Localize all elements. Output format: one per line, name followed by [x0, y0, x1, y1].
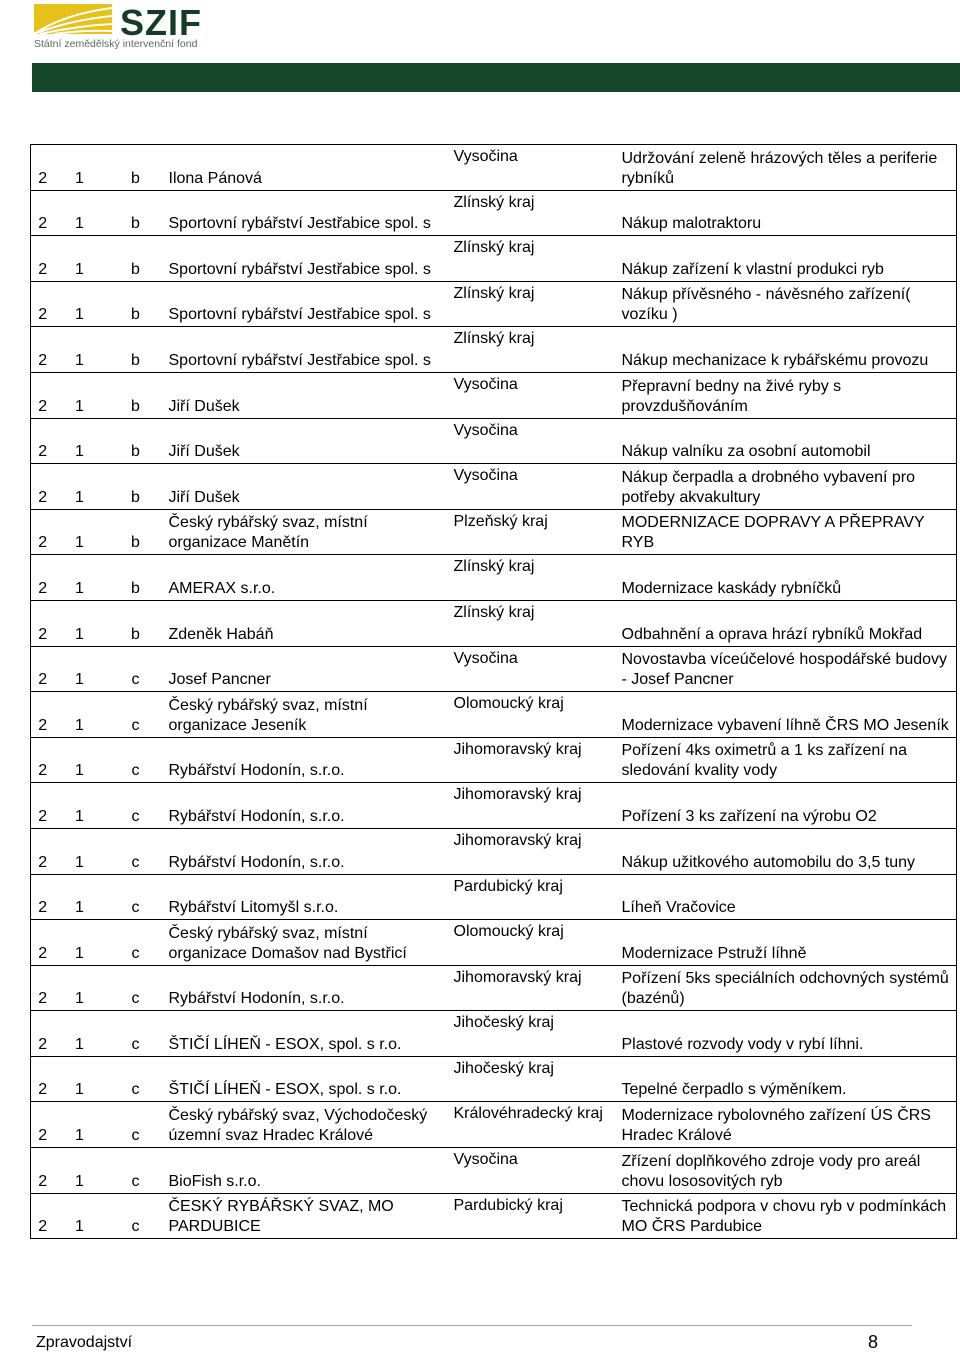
col-b-cell: 1: [75, 215, 84, 233]
region-cell: Královéhradecký kraj: [453, 1105, 603, 1123]
col-a-cell: 2: [31, 236, 55, 282]
applicant-cell: Rybářství Hodonín, s.r.o.: [168, 807, 345, 825]
project-cell: Technická podpora v chovu ryb v podmínkách MO ČRS Pardubice: [620, 1193, 957, 1239]
project-cell: MODERNIZACE DOPRAVY A PŘEPRAVY RYB: [620, 509, 957, 555]
applicant-cell: AMERAX s.r.o.: [168, 579, 276, 597]
col-a-cell: 2: [31, 464, 55, 510]
project-cell: Pořízení 4ks oximetrů a 1 ks zařízení na sledování kvality vody: [620, 737, 957, 783]
project-cell: Udržování zeleně hrázových těles a periferie rybníků: [620, 145, 957, 191]
applicant-cell: Český rybářský svaz, místní organizace Manětín: [168, 514, 368, 552]
col-a-cell: 2: [31, 1148, 55, 1194]
col-b-cell: 1: [75, 306, 84, 324]
col-a-cell: 2: [31, 1011, 55, 1057]
region-cell: Zlínský kraj: [453, 239, 535, 257]
region-cell: Plzeňský kraj: [453, 512, 548, 530]
col-b-cell: 1: [75, 169, 84, 187]
applicant-cell: Rybářství Hodonín, s.r.o.: [168, 762, 345, 780]
col-a-cell: 2: [31, 372, 55, 418]
col-b-cell: 1: [75, 899, 84, 917]
table-row: [31, 464, 957, 510]
region-cell: Zlínský kraj: [453, 558, 535, 576]
table-row: [31, 874, 957, 920]
table-row: [31, 555, 957, 601]
applicant-cell: Zdeněk Habáň: [168, 625, 274, 643]
col-b-cell: 1: [75, 1172, 84, 1190]
col-a-cell: 2: [31, 190, 55, 236]
col-a-cell: 2: [31, 555, 55, 601]
col-c-cell: c: [131, 853, 140, 871]
table-row: [31, 1102, 957, 1148]
col-c-cell: c: [131, 1218, 140, 1236]
col-b-cell: 1: [75, 1035, 84, 1053]
col-a-cell: 2: [31, 692, 55, 738]
table-row: [31, 145, 957, 191]
table-row: [31, 737, 957, 783]
szif-emblem-icon: [34, 4, 114, 34]
table-row: [31, 1011, 957, 1057]
applicant-cell: Jiří Dušek: [168, 443, 240, 461]
col-a-cell: 2: [31, 920, 55, 966]
col-c-cell: b: [131, 169, 140, 187]
col-b-cell: 1: [75, 579, 84, 597]
col-a-cell: 2: [31, 1056, 55, 1102]
col-b-cell: 1: [75, 534, 84, 552]
region-cell: Jihomoravský kraj: [453, 968, 582, 986]
project-cell: Nákup čerpadla a drobného vybavení pro potřeby akvakultury: [620, 464, 957, 510]
col-b-cell: 1: [75, 351, 84, 369]
project-cell: Nákup přívěsného - návěsného zařízení( vozíku ): [620, 281, 957, 327]
col-b-cell: 1: [75, 807, 84, 825]
col-a-cell: 2: [31, 327, 55, 373]
col-a-cell: 2: [31, 1102, 55, 1148]
table-row: [31, 600, 957, 646]
region-cell: Zlínský kraj: [453, 330, 535, 348]
applicant-cell: ŠTIČÍ LÍHEŇ - ESOX, spol. s r.o.: [168, 1035, 402, 1053]
col-b-cell: 1: [75, 443, 84, 461]
project-cell: Pořízení 5ks speciálních odchovných systémů (bazénů): [620, 965, 957, 1011]
table-row: [31, 372, 957, 418]
project-cell: Nákup malotraktoru: [620, 190, 957, 236]
table-row: [31, 1056, 957, 1102]
project-cell: Novostavba víceúčelové hospodářské budovy - Josef Pancner: [620, 646, 957, 692]
col-b-cell: 1: [75, 625, 84, 643]
col-a-cell: 2: [31, 965, 55, 1011]
col-a-cell: 2: [31, 509, 55, 555]
project-cell: Zřízení doplňkového zdroje vody pro areál chovu lososovitých ryb: [620, 1148, 957, 1194]
col-c-cell: c: [131, 1127, 140, 1145]
table-row: [31, 418, 957, 464]
table-row: [31, 1193, 957, 1239]
region-cell: Vysočina: [453, 375, 518, 393]
col-b-cell: 1: [75, 1127, 84, 1145]
col-c-cell: b: [131, 397, 140, 415]
project-cell: Modernizace Pstruží líhně: [620, 920, 957, 966]
col-a-cell: 2: [31, 1193, 55, 1239]
project-cell: Tepelné čerpadlo s výměníkem.: [620, 1056, 957, 1102]
applicant-cell: ŠTIČÍ LÍHEŇ - ESOX, spol. s r.o.: [168, 1081, 402, 1099]
region-cell: Pardubický kraj: [453, 877, 563, 895]
region-cell: Pardubický kraj: [453, 1196, 563, 1214]
project-cell: Odbahnění a oprava hrází rybníků Mokřad: [620, 600, 957, 646]
col-c-cell: c: [131, 671, 140, 689]
table-row: [31, 692, 957, 738]
applicant-cell: Rybářství Hodonín, s.r.o.: [168, 853, 345, 871]
table-row: [31, 646, 957, 692]
col-c-cell: b: [131, 351, 140, 369]
region-cell: Olomoucký kraj: [453, 923, 564, 941]
table-row: [31, 920, 957, 966]
table-row: [31, 783, 957, 829]
project-cell: Modernizace rybolovného zařízení ÚS ČRS Hradec Králové: [620, 1102, 957, 1148]
col-c-cell: c: [131, 944, 140, 962]
table-row: [31, 236, 957, 282]
col-b-cell: 1: [75, 716, 84, 734]
col-c-cell: c: [131, 1035, 140, 1053]
col-c-cell: b: [131, 260, 140, 278]
applicant-cell: BioFish s.r.o.: [168, 1172, 261, 1190]
col-b-cell: 1: [75, 853, 84, 871]
col-c-cell: c: [131, 899, 140, 917]
col-b-cell: 1: [75, 1218, 84, 1236]
table-row: [31, 281, 957, 327]
applicant-cell: Ilona Pánová: [168, 169, 262, 187]
applicant-cell: Sportovní rybářství Jestřabice spol. s: [168, 260, 431, 278]
project-cell: Přepravní bedny na živé ryby s provzdušňováním: [620, 372, 957, 418]
col-a-cell: 2: [31, 600, 55, 646]
col-c-cell: b: [131, 306, 140, 324]
table-row: [31, 828, 957, 874]
applicant-cell: Rybářství Litomyšl s.r.o.: [168, 899, 339, 917]
table-row: [31, 190, 957, 236]
col-b-cell: 1: [75, 488, 84, 506]
project-cell: Pořízení 3 ks zařízení na výrobu O2: [620, 783, 957, 829]
col-b-cell: 1: [75, 762, 84, 780]
szif-logo: [34, 4, 434, 54]
table-row: [31, 327, 957, 373]
region-cell: Vysočina: [453, 467, 518, 485]
col-b-cell: 1: [75, 990, 84, 1008]
project-cell: Plastové rozvody vody v rybí líhni.: [620, 1011, 957, 1057]
col-a-cell: 2: [31, 783, 55, 829]
col-b-cell: 1: [75, 671, 84, 689]
region-cell: Zlínský kraj: [453, 284, 535, 302]
col-c-cell: c: [131, 1172, 140, 1190]
col-c-cell: b: [131, 443, 140, 461]
region-cell: Vysočina: [453, 1151, 518, 1169]
col-a-cell: 2: [31, 145, 55, 191]
region-cell: Jihočeský kraj: [453, 1014, 554, 1032]
region-cell: Zlínský kraj: [453, 193, 535, 211]
applicant-cell: Sportovní rybářství Jestřabice spol. s: [168, 351, 431, 369]
col-b-cell: 1: [75, 397, 84, 415]
applicant-cell: Český rybářský svaz, Východočeský územní svaz Hradec Králové: [168, 1107, 428, 1145]
col-c-cell: b: [131, 625, 140, 643]
region-cell: Jihomoravský kraj: [453, 831, 582, 849]
project-cell: Modernizace kaskády rybníčků: [620, 555, 957, 601]
region-cell: Vysočina: [453, 649, 518, 667]
subsidy-table: [30, 144, 957, 1239]
region-cell: Olomoucký kraj: [453, 695, 564, 713]
region-cell: Vysočina: [453, 421, 518, 439]
page-number: 8: [867, 1332, 878, 1352]
col-b-cell: 1: [75, 260, 84, 278]
col-c-cell: c: [131, 1081, 140, 1099]
footer-divider: [32, 1325, 912, 1326]
col-a-cell: 2: [31, 737, 55, 783]
col-a-cell: 2: [31, 874, 55, 920]
footer-title: Zpravodajství: [36, 1334, 133, 1351]
project-cell: Nákup valníku za osobní automobil: [620, 418, 957, 464]
col-b-cell: 1: [75, 944, 84, 962]
region-cell: Jihočeský kraj: [453, 1059, 554, 1077]
table-row: [31, 1148, 957, 1194]
table-body: [31, 145, 957, 1239]
col-c-cell: b: [131, 534, 140, 552]
project-cell: Nákup zařízení k vlastní produkci ryb: [620, 236, 957, 282]
table-row: [31, 509, 957, 555]
applicant-cell: Sportovní rybářství Jestřabice spol. s: [168, 306, 431, 324]
col-c-cell: c: [131, 807, 140, 825]
applicant-cell: Josef Pancner: [168, 671, 271, 689]
col-c-cell: c: [131, 716, 140, 734]
logo-name: SZIF: [120, 2, 202, 43]
applicant-cell: Jiří Dušek: [168, 488, 240, 506]
col-a-cell: 2: [31, 646, 55, 692]
col-b-cell: 1: [75, 1081, 84, 1099]
region-cell: Vysočina: [453, 148, 518, 165]
col-c-cell: b: [131, 215, 140, 233]
region-cell: Jihomoravský kraj: [453, 740, 582, 758]
col-a-cell: 2: [31, 828, 55, 874]
project-cell: Líheň Vračovice: [620, 874, 957, 920]
header-band: [32, 63, 960, 92]
col-c-cell: c: [131, 762, 140, 780]
applicant-cell: Rybářství Hodonín, s.r.o.: [168, 990, 345, 1008]
region-cell: Zlínský kraj: [453, 603, 535, 621]
region-cell: Jihomoravský kraj: [453, 786, 582, 804]
table-row: [31, 965, 957, 1011]
logo-subtitle: Státní zemědělský intervenční fond: [34, 38, 198, 50]
applicant-cell: Český rybářský svaz, místní organizace Domašov nad Bystřicí: [168, 924, 407, 962]
applicant-cell: Sportovní rybářství Jestřabice spol. s: [168, 215, 431, 233]
col-c-cell: b: [131, 579, 140, 597]
project-cell: Nákup užitkového automobilu do 3,5 tuny: [620, 828, 957, 874]
applicant-cell: Jiří Dušek: [168, 397, 240, 415]
col-c-cell: b: [131, 488, 140, 506]
applicant-cell: ČESKÝ RYBÁŘSKÝ SVAZ, MO PARDUBICE: [168, 1198, 394, 1236]
applicant-cell: Český rybářský svaz, místní organizace Jeseník: [168, 696, 368, 734]
project-cell: Nákup mechanizace k rybářskému provozu: [620, 327, 957, 373]
project-cell: Modernizace vybavení líhně ČRS MO Jeseník: [620, 692, 957, 738]
col-c-cell: c: [131, 990, 140, 1008]
col-a-cell: 2: [31, 281, 55, 327]
col-a-cell: 2: [31, 418, 55, 464]
